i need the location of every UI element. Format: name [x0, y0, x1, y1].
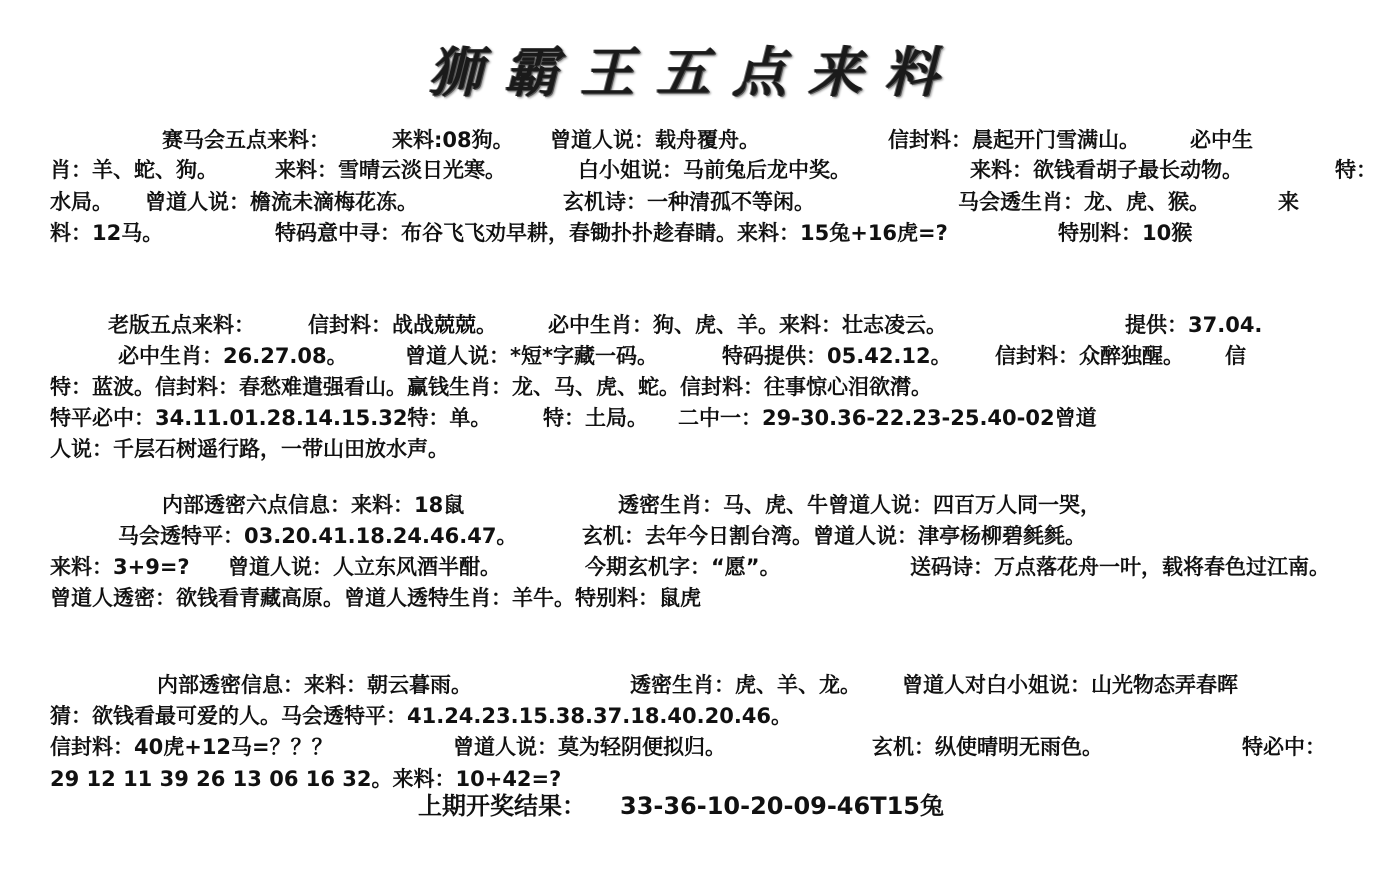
last-draw-result — [0, 790, 1388, 886]
text-segment: 特： — [1335, 158, 1377, 182]
text-line — [0, 701, 1388, 731]
text-segment: 人说：千层石树遥行路，一带山田放水声。 — [50, 437, 449, 461]
text-segment: 来料:08狗。 — [392, 128, 514, 152]
text-segment: 曾道人说：檐流未滴梅花冻。 — [145, 190, 418, 214]
text-line — [0, 218, 1388, 248]
text-segment: 马会透生肖：龙、虎、猴。 — [958, 190, 1210, 214]
text-segment: 曾道人透密：欲钱看青藏高原。曾道人透特生肖：羊牛。特别料：鼠虎 — [50, 586, 701, 610]
text-segment: 肖：羊、蛇、狗。 — [50, 158, 218, 182]
text-segment: 特码意中寻：布谷飞飞劝早耕，春锄扑扑趁春睛。来料：15兔+16虎=? — [275, 221, 948, 245]
text-line — [0, 310, 1388, 340]
text-segment: 必中生 — [1190, 128, 1253, 152]
text-line — [0, 155, 1388, 185]
text-segment: 来料：3+9=? — [50, 555, 190, 579]
text-segment: 水局。 — [50, 190, 113, 214]
text-segment: 曾道人对白小姐说：山光物态弄春晖 — [902, 673, 1238, 697]
text-segment: 今期玄机字：“愿”。 — [585, 555, 781, 579]
text-line — [0, 490, 1388, 520]
text-segment: 信封料：众醉独醒。 — [995, 344, 1184, 368]
text-segment: 内部透密六点信息：来料：18鼠 — [162, 493, 465, 517]
text-line — [0, 670, 1388, 700]
text-line — [0, 583, 1388, 613]
last-draw-label: 上期开奖结果： — [418, 792, 586, 820]
text-segment: 玄机：纵使晴明无雨色。 — [872, 735, 1103, 759]
text-line — [0, 187, 1388, 217]
text-segment: 二中一：29-30.36-22.23-25.40-02曾道 — [678, 406, 1097, 430]
text-segment: 透密生肖：马、虎、牛曾道人说：四百万人同一哭， — [618, 493, 1101, 517]
text-segment: 特：蓝波。信封料：春愁难遣强看山。赢钱生肖：龙、马、虎、蛇。信封料：往事惊心泪欲潸。 — [50, 375, 932, 399]
text-segment: 玄机：去年今日割台湾。曾道人说：津亭杨柳碧毵毵。 — [582, 524, 1086, 548]
text-segment: 玄机诗：一种清孤不等闲。 — [563, 190, 815, 214]
text-segment: 特码提供：05.42.12。 — [722, 344, 952, 368]
text-segment: 必中生肖：26.27.08。 — [118, 344, 348, 368]
text-segment: 曾道人说：*短*字藏一码。 — [405, 344, 658, 368]
text-segment: 来料：雪晴云淡日光寒。 — [275, 158, 506, 182]
text-segment: 赛马会五点来料： — [162, 128, 330, 152]
text-segment: 信封料：战战兢兢。 — [308, 313, 497, 337]
text-segment: 来料：欲钱看胡子最长动物。 — [970, 158, 1243, 182]
text-segment: 白小姐说：马前兔后龙中奖。 — [578, 158, 851, 182]
text-segment: 料：12马。 — [50, 221, 164, 245]
page-title: 狮霸王五点来料 — [428, 40, 960, 104]
text-segment: 送码诗：万点落花舟一叶，载将春色过江南。 — [910, 555, 1330, 579]
text-segment: 特：土局。 — [543, 406, 648, 430]
text-segment: 必中生肖：狗、虎、羊。来料：壮志凌云。 — [548, 313, 947, 337]
text-segment: 特必中： — [1242, 735, 1326, 759]
text-segment: 曾道人说：载舟覆舟。 — [550, 128, 760, 152]
text-segment: 内部透密信息：来料：朝云暮雨。 — [157, 673, 472, 697]
text-segment: 马会透特平：03.20.41.18.24.46.47。 — [118, 524, 518, 548]
text-segment: 信封料：40虎+12马=？？？ — [50, 735, 333, 759]
text-segment: 曾道人说：莫为轻阴便拟归。 — [453, 735, 726, 759]
text-segment: 特平必中：34.11.01.28.14.15.32特：单。 — [50, 406, 492, 430]
text-line — [0, 125, 1388, 155]
text-segment: 提供：37.04. — [1125, 313, 1263, 337]
text-segment: 29 12 11 39 26 13 06 16 32。来料：10+42=? — [50, 767, 562, 791]
text-line — [0, 403, 1388, 433]
text-segment: 曾道人说：人立东风酒半酣。 — [228, 555, 501, 579]
text-line — [0, 521, 1388, 551]
text-segment: 特别料：10猴 — [1058, 221, 1193, 245]
text-segment: 信 — [1225, 344, 1246, 368]
text-line — [0, 372, 1388, 402]
text-line — [0, 434, 1388, 464]
text-segment: 透密生肖：虎、羊、龙。 — [630, 673, 861, 697]
last-draw-numbers: 33-36-10-20-09-46T15兔 — [620, 792, 944, 820]
text-line — [0, 552, 1388, 582]
text-line — [0, 732, 1388, 762]
text-segment: 信封料：晨起开门雪满山。 — [888, 128, 1140, 152]
text-segment: 来 — [1278, 190, 1299, 214]
text-line — [0, 341, 1388, 371]
text-segment: 猜：欲钱看最可爱的人。马会透特平：41.24.23.15.38.37.18.40.20.46。 — [50, 704, 793, 728]
text-segment: 老版五点来料： — [108, 313, 255, 337]
